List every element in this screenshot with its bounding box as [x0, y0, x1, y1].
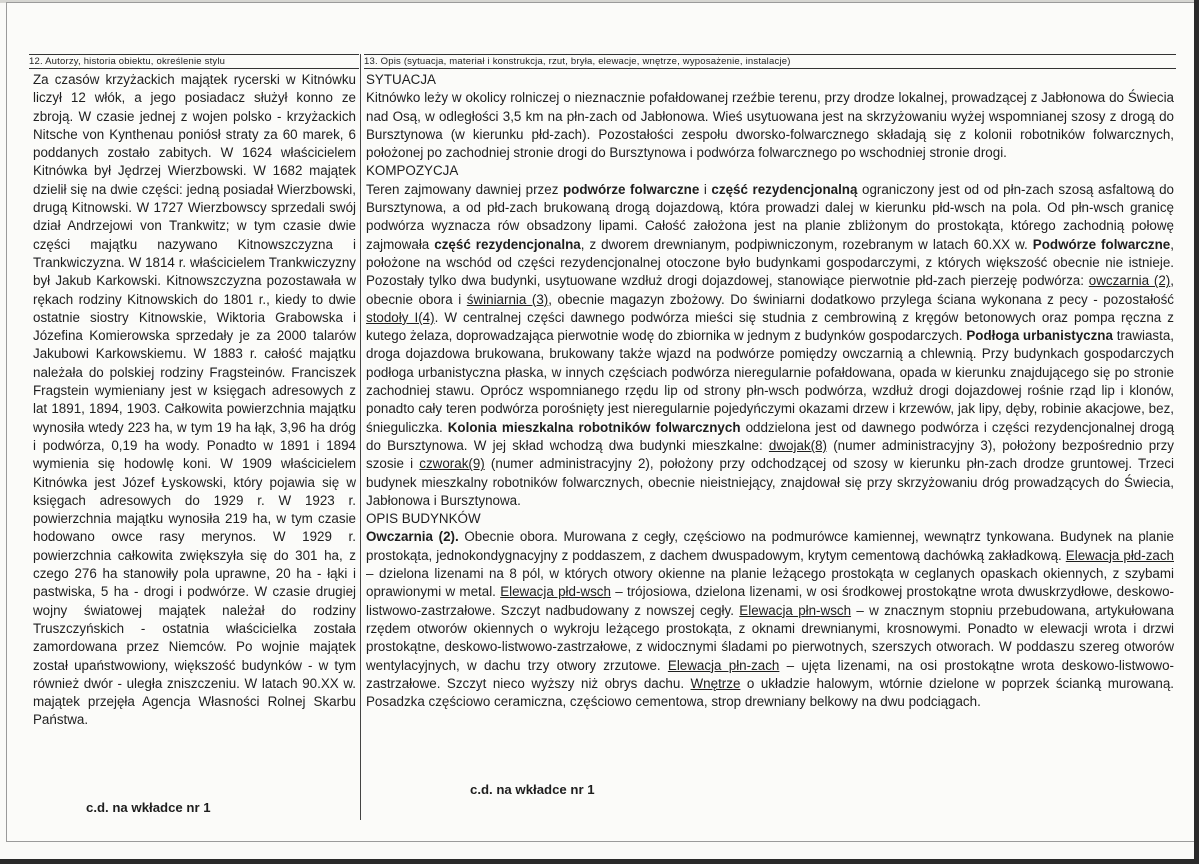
- history-text: Za czasów krzyżackich majątek rycerski w Kitnówku liczył 12 włók, a jego posiadacz służył konno ze zbroją. W czasie jednej z wojen polsko - krzyżackich Nitsche von Kynthenau poniósł straty za 60 marek, 6 poddanych zostało zabitych. W 1624 właścicielem Kitnówka był Jędrzej Wierzbowski. W 1682 majątek dzielił się na dwie części: jedną posiadał Wierzbowski, drugą Kitnowski. W 1727 Wierzbowscy sprzedali swój dział Andrzejowi von Trankwitz; w tym czasie dwie części majątku nazywano Kitnowszczyzna i Trankwiczyzna. W 1814 r. właścicielem Trankwiczyzny był Jakub Karkowski. Kitnowszczyzna pozostawała w rękach rodziny Kitnowskich do 1801 r., kiedy to dwie ostatnie siostry Kitnowskie, Wiktoria Grabowska i Józefina Komierowska sprzedały je za 2000 talarów Jakubowi Karkowskiemu. W 1883 r. całość majątku należała do polskiej rodziny Fragsteinów. Franciszek Fragstein wymieniany jest w księgach adresowych z lat 1891, 1894, 1903. Całkowita powierzchnia majątku wynosiła wtedy 223 ha, w tym 19 ha łąk, 3,96 ha dróg i podwórza, 0,19 ha wody. Ponadto w 1891 i 1894 wymienia się hodowlę koni. W 1909 właścicielem Kitnówka jest Józef Łyskowski, który pojawia się w księgach adresowych do 1929 r. W 1923 r. powierzchnia majątku wynosiła 219 ha, w tym czasie hodowano owce rasy merynos. W 1929 r. powierzchnia całkowita zwiększyła się do 301 ha, z czego 276 ha stanowiły pola uprawne, 20 ha - łąki i pastwiska, 5 ha - drogi i podwórze. W czasie drugiej wojny światowej majątek należał do rodziny Truszczyńskich - ostatnia właścicielka została zamordowana przez Niemców. Po wojnie majątek został upaństwowiony, większość budynków - w tym również dwór - uległa zniszczeniu. W latach 90.XX w. majątek przejęła Agencja Własności Rolnej Skarbu Państwa.: [33, 72, 356, 728]
- scan-edge-bottom: [0, 859, 1199, 864]
- history-continued-note: c.d. na wkładce nr 1: [86, 800, 211, 815]
- header-description: 13. Opis (sytuacja, materiał i konstrukcja, rzut, bryła, elewacje, wnętrze, wyposażenie, instalacje): [364, 54, 1176, 69]
- history-column: [33, 71, 356, 730]
- situation-heading: SYTUACJA: [366, 72, 436, 87]
- ref-czworak: czworak(9): [419, 456, 485, 472]
- ref-dwojak: dwojak(8): [768, 437, 827, 453]
- ref-owczarnia: owczarnia (2): [1088, 273, 1171, 289]
- description-continued-note: c.d. na wkładce nr 1: [470, 782, 595, 797]
- composition-text: Teren zajmowany dawniej przez podwórze folwarczne i część rezydencjonalną ograniczony jest od od płn-zach szosą asfaltową do Bursztynowa, a od płd-zach brukowaną drogą dojazdową, która prowadzi dalej w kierunku płd-wsch na pola. Od płn-wsch granicę podwórza wyznacza rów obsadzony lipami. Całość założona jest na planie zbliżonym do prostokąta, którego zachodnią połowę zajmowała część rezydencjonalna, z dworem drewnianym, podpiwniczonym, rozebranym w latach 60.XX w. Podwórze folwarczne, położone na wschód od części rezydencjonalnej otoczone było budynkami gospodarczymi, z których większość obecnie nie istnieje. Pozostały tylko dwa budynki, usytuowane wzdłuż drogi dojazdowej, stanowiące pierwotnie płd-zach pierzeję podwórza: owczarnia (2), obecnie obora i świniarnia (3), obecnie magazyn zbożowy. Do świniarni dodatkowo przylega ściana wykonana z pecy - pozostałość stodoły I(4). W centralnej części dawnego podwórza mieści się studnia z cembrowiną z kręgów betonowych oraz pompa ręczna z kutego żelaza, doprowadzająca pierwotnie wodę do zbiornika w jednym z budynków gospodarczych. Podłoga urbanistyczna trawiasta, droga dojazdowa brukowana, brukowany także wjazd na podwórze pomiędzy owczarnią a chlewnią. Przy budynkach gospodarczych podłoga urbanistyczna płaska, w innych częściach podwórza nieregularnie pofałdowana, opada w kierunku znajdującego się po stronie zachodniej stawu. Oprócz wspomnianego rzędu lip od strony płn-wsch podwórza, wzdłuż drogi dojazdowej rośnie rząd lip i klonów, ponadto cały teren podwórza porośnięty jest nieregularnie pojedyńczymi okazami drzew i krzewów, jak lipy, dęby, robinie akacjowe, bez, śnieguliczka. Kolonia mieszkalna robotników folwarcznych oddzielona jest od dawnego podwórza i części rezydencjonalnej drogą do Bursztynowa. W jej skład wchodzą dwa budynki mieszkalne: dwojak(8) (numer administracyjny 3), położony bezpośrednio przy szosie i czworak(9) (numer administracyjny 2), położony przy odchodzącej od szosy w kierunku płn-zach drodze gruntowej. Trzeci budynek mieszkalny robotników folwarcznych, obecnie nieistniejący, znajdował się przy skrzyżowaniu dróg prowadzących do Świecia, Jabłonowa i Bursztynowa.: [366, 181, 1175, 508]
- header-authors-history: 12. Autorzy, historia obiektu, określenie stylu: [29, 54, 359, 69]
- description-column: [366, 71, 1174, 711]
- composition-heading: KOMPOZYCJA: [366, 163, 459, 179]
- buildings-text: Owczarnia (2). Obecnie obora. Murowana z cegły, częściowo na podmurówce kamiennej, wewnątrz tynkowana. Budynek na planie prostokąta, jednokondygnacyjny z poddaszem, z dachem dwuspadowym, krytym cementową dachówką zakładkową. Elewacja płd-zach – dzielona lizenami na 8 pól, w których otwory okienne na planie leżącego prostokąta w ceglanych opaskach okiennych, z szybami oprawionymi w metal. Elewacja płd-wsch – trójosiowa, dzielona lizenami, w osi środkowej prostokątne wrota dwuskrzydłowe, deskowo-listwowo-zastrzałowe. Szczyt nadbudowany z nowszej cegły. Elewacja płn-wsch – w znacznym stopniu przebudowana, artykułowana rzędem otworów okiennych o wykroju leżącego prostokąta, z oknami drewnianymi, krosnowymi. Ponadto w elewacji wrota i drzwi prostokątne, deskowo-listwowo-zastrzałowe, z widocznymi śladami po pierwotnych, szerszych otworach. W poddaszu szereg otworów wentylacyjnych, w dachu trzy otwory zrzutowe. Elewacja płn-zach – ujęta lizenami, na osi prostokątne wrota deskowo-listwowo-zastrzałowe. Szczyt nieco wyższy niż obrys dachu. Wnętrze o układzie halowym, wtórnie dzielone w poprzek ścianką murowaną. Posadzka częściowo ceramiczna, częściowo cementowa, strop drewniany belkowy na dwu podciągach.: [366, 529, 1174, 710]
- ref-swiniarnia: świniarnia (3): [466, 291, 549, 307]
- ref-stodola: stodoły I(4): [366, 309, 435, 325]
- buildings-heading: OPIS BUDYNKÓW: [366, 511, 481, 527]
- situation-text: Kitnówko leży w okolicy rolniczej o nieznacznie pofałdowanej rzeźbie terenu, przy drodze lokalnej, prowadzącej z Jabłonowa do Świecia nad Osą, w odległości 3,5 km na płn-zach od Jabłonowa. Wieś usytuowana jest na skrzyżowaniu wyżej wspomnianej szosy z drogą do Bursztynowa (w kierunku płd-zach). Pozostałości zespołu dworsko-folwarcznego składają się z kolonii robotników folwarcznych, położonej po zachodniej stronie drogi do Bursztynowa i podwórza folwarcznego po wschodniej stronie drogi.: [366, 90, 1174, 161]
- scan-edge-right: [1194, 0, 1199, 864]
- column-divider: [360, 54, 361, 820]
